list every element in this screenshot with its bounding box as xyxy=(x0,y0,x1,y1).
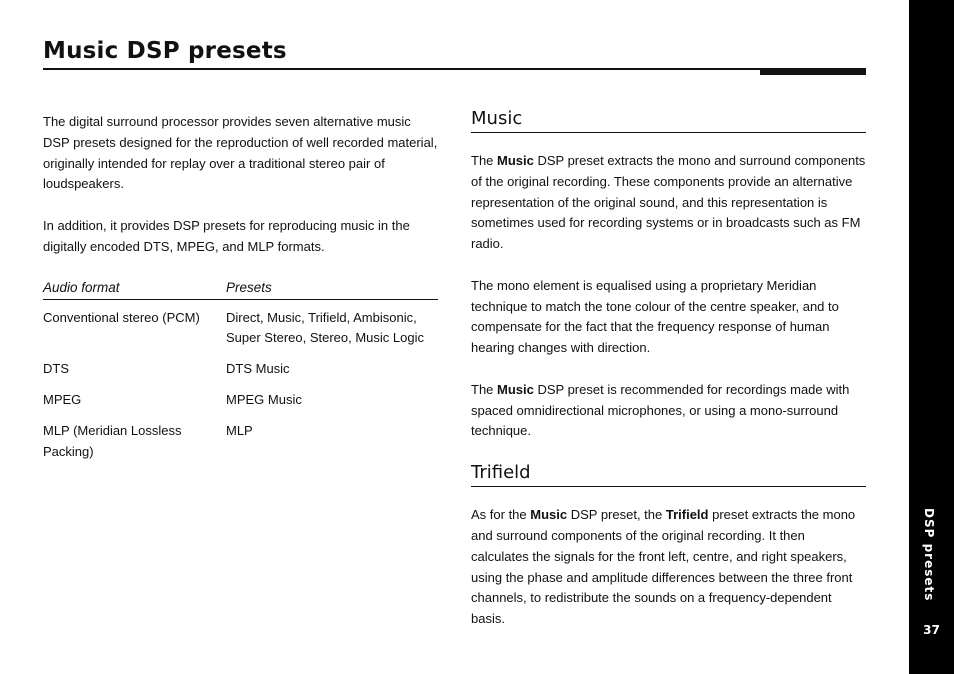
title-rule-tab xyxy=(760,68,866,75)
trifield-heading: Trifield xyxy=(471,462,866,487)
music-paragraph-3: The Music DSP preset is recommended for recordings made with spaced omnidirectional microphones, or using a mono-surround technique. xyxy=(471,381,850,439)
presets-cell: Direct, Music, Trifield, Ambisonic, Super Stereo, Stereo, Music Logic xyxy=(226,309,424,346)
format-cell: Conventional stereo (PCM) xyxy=(43,309,200,325)
table-row xyxy=(43,390,438,411)
presets-cell: MPEG Music xyxy=(226,391,302,407)
presets-cell: MLP xyxy=(226,422,253,438)
trifield-section xyxy=(471,462,866,630)
format-cell: DTS xyxy=(43,361,69,377)
presets-cell: DTS Music xyxy=(226,361,290,377)
music-paragraph-1: The Music DSP preset extracts the mono and surround components of the original recording. These components provide an alternative representation of the original sound, and this representation is sometimes used for recording systems or in broadcasts such as FM radio. xyxy=(471,153,866,252)
header-presets: Presets xyxy=(226,279,272,295)
title-rule xyxy=(43,68,866,70)
table-row xyxy=(43,308,438,350)
music-heading: Music xyxy=(471,108,866,133)
music-section xyxy=(471,151,866,442)
right-column xyxy=(471,108,866,630)
format-table-header xyxy=(43,280,438,300)
page-title: Music DSP presets xyxy=(43,38,287,64)
table-row xyxy=(43,421,438,463)
side-tab-label: DSP presets xyxy=(922,508,936,602)
page-number: 37 xyxy=(923,623,940,637)
trifield-paragraph-1: As for the Music DSP preset, the Trifield preset extracts the mono and surround components of the original recording. It then calculates the signals for the front left, centre, and right speakers, using the phase and amplitude differences between the three front channels, to redistribute the sounds on a frequency-dependent basis. xyxy=(471,507,856,627)
intro-paragraph-1: The digital surround processor provides seven alternative music DSP presets designed for the reproduction of well recorded material, originally intended for replay over a traditional stereo pair of loudspeakers. xyxy=(43,114,438,192)
left-column xyxy=(43,112,438,462)
format-table xyxy=(43,300,438,463)
format-cell: MPEG xyxy=(43,391,82,407)
intro-paragraph-2: In addition, it provides DSP presets for reproducing music in the digitally encoded DTS, MPEG, and MLP formats. xyxy=(43,217,410,254)
music-paragraph-2: The mono element is equalised using a proprietary Meridian technique to match the tone colour of the centre speaker, and to compensate for the fact that the frequency response of human hearing changes with direction. xyxy=(471,277,839,356)
table-row xyxy=(43,359,438,380)
format-cell: MLP (Meridian Lossless Packing) xyxy=(43,422,182,459)
header-audio-format: Audio format xyxy=(43,279,120,295)
